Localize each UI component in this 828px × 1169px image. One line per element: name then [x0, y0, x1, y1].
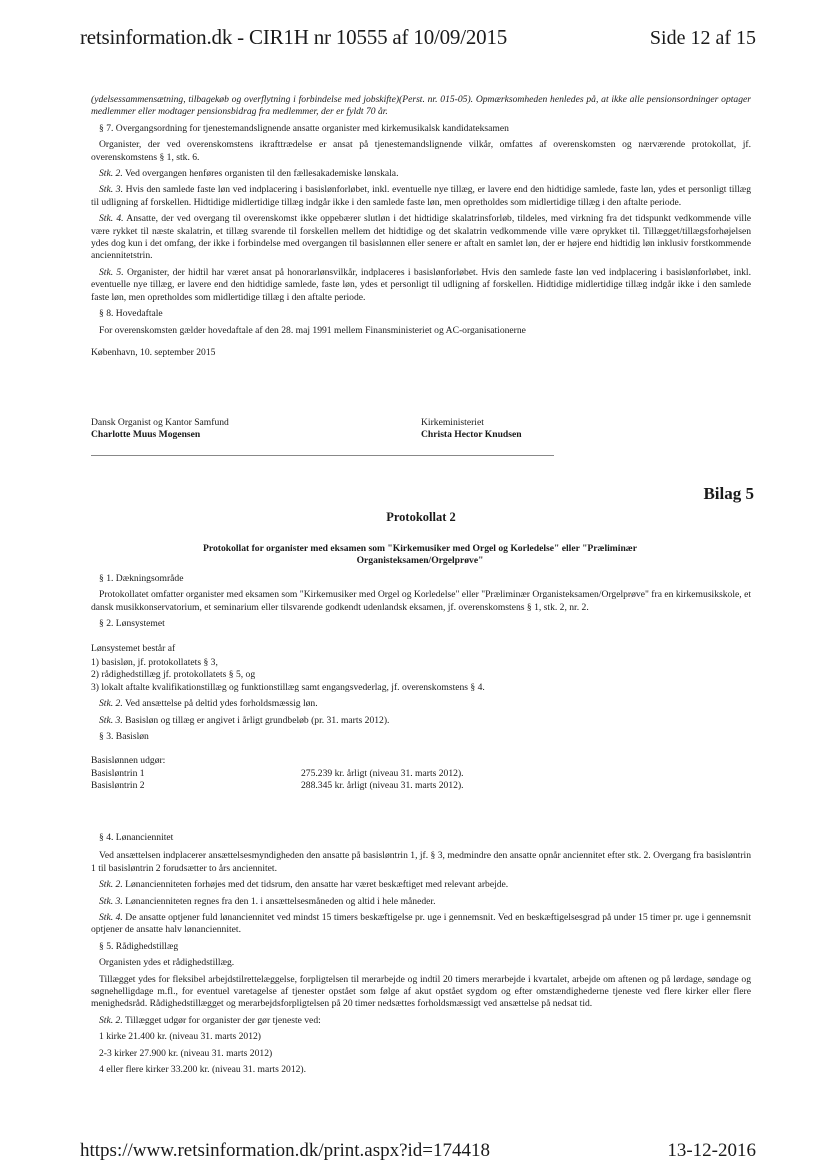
section-7-stk-2 — [91, 168, 751, 180]
section-4-stk-2 — [91, 879, 751, 891]
header-page-number: Side 12 af 15 — [649, 27, 756, 49]
place-date: København, 10. september 2015 — [91, 346, 216, 358]
section-7-paragraph: Organister, der ved overenskomstens ikrafttrædelse er ansat på tjenestemandslignende vilkår, omfattes af overenskomsten og nærværende protokollat, jf. overenskomstens § 1, stk. 6. — [91, 139, 751, 163]
stk-text: Tillægget udgør for organister der gør tjeneste ved: — [122, 1014, 321, 1026]
section-3-lead: Basislønnen udgør: — [91, 755, 166, 767]
signature-left-name: Charlotte Muus Mogensen — [91, 429, 201, 441]
section-4-heading: § 4. Lønanciennitet — [99, 832, 174, 843]
bilag-heading: Bilag 5 — [703, 484, 754, 503]
section-2-stk-3 — [91, 715, 751, 727]
section-7-heading: § 7. Overgangsordning for tjenestemandslignende ansatte organister med kirkemusikalsk kandidateksamen — [99, 122, 509, 134]
stk-text: Ved overgangen henføres organisten til den fællesakademiske lønskala. — [122, 168, 399, 180]
stk-label: Stk. 5. — [99, 266, 124, 278]
basislon-label: Basisløntrin 1 — [91, 767, 145, 779]
section-2-stk-2 — [91, 698, 751, 710]
section-7-stk-4 — [91, 213, 751, 263]
signature-right-org: Kirkeministeriet — [421, 417, 484, 428]
stk-label: Stk. 2. — [99, 168, 123, 180]
section-7-stk-5 — [91, 267, 751, 304]
top-section — [91, 94, 751, 359]
signature-rule — [91, 455, 554, 456]
signature-right-name: Christa Hector Knudsen — [421, 429, 522, 441]
stk-label: Stk. 3. — [99, 895, 123, 907]
stk-label: Stk. 3. — [99, 184, 123, 196]
section-5-stk-2 — [91, 1015, 751, 1027]
stk-text: Basisløn og tillæg er angivet i årligt grundbeløb (pr. 31. marts 2012). — [122, 714, 390, 726]
section-7-stk-3 — [91, 184, 751, 209]
stk-label: Stk. 2. — [99, 1014, 123, 1026]
section-8-paragraph: For overenskomsten gælder hovedaftale af den 28. maj 1991 mellem Finansministeriet og AC-organisationerne — [99, 324, 526, 336]
basislon-label: Basisløntrin 2 — [91, 780, 145, 792]
stk-text: Hvis den samlede faste løn ved indplacering i basislønforløbet, inkl. eventuelle nye tillæg, er lavere end den hidtidige samlede, faste løn, ydes et personligt tillæg til udligning af forskellen. Hidtidige midlertidige tillæg indgår ikke i den samlede faste løn, men opretholdes som midlertidige tillæg i den aftalte periode. — [91, 184, 751, 208]
signature-left-org: Dansk Organist og Kantor Samfund — [91, 417, 229, 428]
stk-label: Stk. 2. — [99, 879, 123, 891]
basislon-value: 275.239 kr. årligt (niveau 31. marts 2012). — [301, 767, 464, 779]
stk-text: Lønancienniteten forhøjes med det tidsrum, den ansatte har været beskæftiget med relevant arbejde. — [122, 879, 509, 891]
basislon-row — [91, 780, 751, 792]
basislon-value: 288.345 kr. årligt (niveau 31. marts 2012). — [301, 780, 464, 792]
section-2-item: 3) lokalt aftalte kvalifikationstillæg og funktionstillæg samt engangsvederlag, jf. overenskomstens § 4. — [91, 681, 485, 693]
intro-paragraph: (ydelsessammensætning, tilbagekøb og overflytning i forbindelse med jobskifte)(Perst. nr. 015-05). Opmærksomheden henledes på, at ikke alle pensionsordninger optager medlemmer eller modtager pensionsbidrag fra medlemmer, der er fyldt 70 år. — [91, 94, 751, 118]
section-5-item: 1 kirke 21.400 kr. (niveau 31. marts 2012) — [99, 1031, 261, 1043]
section-5-item: 4 eller flere kirker 33.200 kr. (niveau 31. marts 2012). — [99, 1064, 307, 1076]
section-8-heading: § 8. Hovedaftale — [99, 308, 163, 320]
stk-label: Stk. 4. — [99, 213, 124, 225]
protokollat-section-4-5 — [91, 832, 751, 1077]
signature-block — [91, 417, 561, 445]
section-5-heading: § 5. Rådighedstillæg — [99, 940, 179, 952]
section-5-paragraph-2: Tillægget ydes for fleksibel arbejdstilrettelæggelse, forpligtelsen til merarbejde og indtil 20 timers merarbejde i kvartalet, arbejde om aftenen og på lørdage, søndage og søgnehelligdage m.fl., for eventuel varetagelse af tjenester opstået som følge af akut opstået sygdom og efter omstændighederne tjeneste ved flere kirker eller flere menighedsråd. Rådighedstillægget og merarbejdsforpligtelsen på 20 timer nedsættes forholdsmæssigt ved ansættelse på nedsat tid. — [91, 973, 751, 1010]
signature-right — [421, 417, 522, 442]
section-4-stk-3 — [91, 896, 751, 908]
section-4-stk-4 — [91, 912, 751, 937]
section-2-heading: § 2. Lønsystemet — [99, 618, 165, 630]
section-5-item: 2-3 kirker 27.900 kr. (niveau 31. marts 2012) — [99, 1047, 273, 1059]
footer-url: https://www.retsinformation.dk/print.aspx?id=174418 — [80, 1140, 491, 1161]
stk-text: Lønancienniteten regnes fra den 1. i ansættelsesmåneden og altid i hele måneder. — [122, 895, 436, 907]
signature-left — [91, 417, 229, 442]
stk-text: Ved ansættelse på deltid ydes forholdsmæssig løn. — [122, 698, 318, 710]
protokollat-section-1-2 — [91, 573, 751, 793]
basislon-table — [91, 768, 751, 793]
section-5-paragraph-1: Organisten ydes et rådighedstillæg. — [99, 957, 235, 969]
stk-text: Organister, der hidtil har været ansat på honorarlønsvilkår, indplaceres i basislønforløbet. Hvis den samlede faste løn ved indplacering i basislønforløbet, inkl. eventuelle nye tillæg, er lavere end den hidtidige samlede, faste løn, ydes et personligt til udligning af forskellen. Hidtidige midlertidige tillæg indgår ikke i den samlede faste løn, men opretholdes som midlertidige tillæg i den aftalte periode. — [91, 266, 751, 303]
section-1-heading: § 1. Dækningsområde — [99, 573, 184, 584]
section-3-heading: § 3. Basisløn — [99, 731, 149, 743]
protokollat-title: Protokollat 2 — [386, 510, 456, 524]
section-4-paragraph: Ved ansættelsen indplacerer ansættelsesmyndigheden den ansatte på basisløntrin 1, jf. § 3, medmindre den ansatte opnår anciennitet efter stk. 2. Overgang fra basisløntrin 1 til basisløntrin 2 forudsætter to års anciennitet. — [91, 850, 751, 874]
stk-text: Ansatte, der ved overgang til overenskomst ikke oppebærer slutløn i det hidtidige skalatrinsforløb, tildeles, med virkning fra det tidspunkt vedkommende ville være rykket til næste skalatrin, et tillæg svarende til forskellen mellem det hidtidige og det skalatrin vedkommende ville være oprykket til. Tillægget/tillægsforhøjelsen ydes dog kun i det omfang, der ikke i forbindelse med overgangen til basislønnen eller senere er aftalt en samlet løn, der er højere end hidtidig løn inklusiv forstkommende anciennitetstrin. — [91, 213, 752, 262]
basislon-row — [91, 768, 751, 780]
stk-text: De ansatte optjener fuld lønanciennitet ved mindst 15 timers beskæftigelse pr. uge i gennemsnit. Ved en beskæftigelsesgrad på under 15 timer pr. uge i gennemsnit optjener de ansatte halv lønanciennitet. — [91, 912, 751, 936]
protokollat-subtitle: Protokollat for organister med eksamen som "Kirkemusiker med Orgel og Korledelse" eller "Præliminær Organisteksamen/Orgelprøve" — [203, 543, 637, 566]
stk-label: Stk. 2. — [99, 698, 123, 710]
section-2-lead: Lønsystemet består af — [91, 642, 176, 654]
section-2-item: 2) rådighedstillæg jf. protokollatets § 5, og — [91, 669, 256, 681]
footer-date: 13-12-2016 — [667, 1140, 756, 1161]
section-2-item: 1) basisløn, jf. protokollatets § 3, — [91, 657, 218, 669]
section-1-paragraph: Protokollatet omfatter organister med eksamen som "Kirkemusiker med Orgel og Korledelse" eller "Præliminær Organisteksamen/Orgelprøve" fra en kirkemusikskole, et dansk musikkonservatorium, et seminarium eller tilsvarende godkendt udenlandsk eksamen, jf. overenskomstens § 1, stk. 2, nr. 2. — [91, 589, 751, 613]
header-source: retsinformation.dk - CIR1H nr 10555 af 10/09/2015 — [80, 25, 508, 49]
stk-label: Stk. 3. — [99, 714, 123, 726]
stk-label: Stk. 4. — [99, 912, 123, 924]
